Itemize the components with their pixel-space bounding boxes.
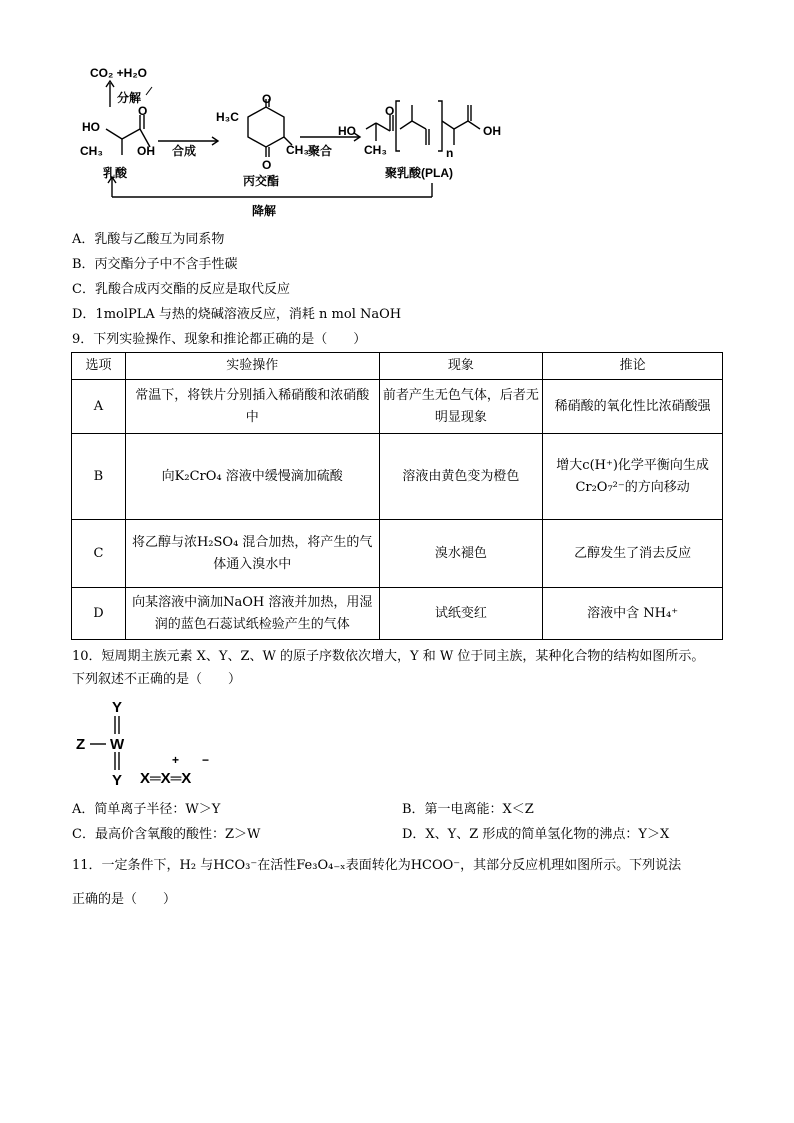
- q10-option-b: B．第一电离能：X＜Z: [402, 802, 534, 817]
- row-a-operation: 常温下，将铁片分别插入稀硝酸和浓硝酸中: [125, 380, 379, 434]
- lactide-label: 丙交酯: [243, 174, 280, 188]
- q8-option-b: B．丙交酯分子中不含手性碳: [72, 257, 238, 272]
- reaction-diagram: [70, 55, 530, 225]
- lactide-o-bottom-label: O: [262, 158, 272, 172]
- lactic-ho-label: HO: [82, 120, 100, 134]
- row-d-inference: 溶液中含 NH₄⁺: [543, 588, 723, 640]
- q10-option-d: D．X、Y、Z 形成的简单氢化物的沸点：Y＞X: [402, 827, 670, 842]
- degrade-label: 降解: [252, 204, 277, 218]
- row-d-phenomenon: 试纸变红: [379, 588, 543, 640]
- row-d-operation: 向某溶液中滴加NaOH 溶液并加热，用湿润的蓝色石蕊试纸检验产生的气体: [125, 588, 379, 640]
- pla-label: 聚乳酸(PLA): [385, 166, 453, 180]
- experiment-table: [71, 352, 723, 640]
- q8-option-c: C．乳酸合成丙交酯的反应是取代反应: [72, 282, 290, 297]
- row-b-operation: 向K₂CrO₄ 溶液中缓慢滴加硫酸: [125, 434, 379, 520]
- row-c-operation: 将乙醇与浓H₂SO₄ 混合加热，将产生的气体通入溴水中: [125, 520, 379, 588]
- q10-stem-line1: 10．短周期主族元素 X、Y、Z、W 的原子序数依次增大，Y 和 W 位于同主族，某种化合物的结构如图所示。: [72, 649, 705, 664]
- lactide-ch3-label: CH₃: [286, 143, 309, 157]
- table-row: [72, 434, 723, 520]
- table-row: [72, 380, 723, 434]
- row-c-option: C: [72, 520, 126, 588]
- row-b-inference: 增大c(H⁺)化学平衡向生成Cr₂O₇²⁻的方向移动: [543, 434, 723, 520]
- q8-option-a: A．乳酸与乙酸互为同系物: [72, 232, 225, 247]
- row-d-option: D: [72, 588, 126, 640]
- table-row: [72, 520, 723, 588]
- struct-plus: +: [172, 753, 180, 767]
- table-row: [72, 588, 723, 640]
- struct-y-top: Y: [112, 699, 123, 716]
- co2-h2o-label: CO₂ +H₂O: [90, 66, 148, 80]
- pla-ho-label: HO: [338, 124, 356, 138]
- decompose-label: 分解: [117, 91, 142, 105]
- row-a-phenomenon: 前者产生无色气体，后者无明显现象: [379, 380, 543, 434]
- pla-oh-label: OH: [483, 124, 501, 138]
- row-c-phenomenon: 溴水褪色: [379, 520, 543, 588]
- header-inference: 推论: [543, 353, 723, 380]
- q8-option-d: D．1molPLA 与热的烧碱溶液反应，消耗 n mol NaOH: [72, 307, 402, 322]
- lactic-o-label: O: [138, 104, 148, 118]
- q11-stem-line2: 正确的是（ ）: [72, 892, 177, 907]
- struct-minus: −: [202, 753, 210, 767]
- row-b-phenomenon: 溶液由黄色变为橙色: [379, 434, 543, 520]
- struct-w: W: [110, 736, 125, 753]
- q10-stem-line2: 下列叙述不正确的是（ ）: [72, 672, 242, 687]
- q10-option-c: C．最高价含氧酸的酸性：Z＞W: [72, 827, 261, 842]
- lactic-oh-label: OH: [137, 144, 155, 158]
- header-operation: 实验操作: [125, 353, 379, 380]
- struct-azide: X═X═X: [140, 770, 192, 787]
- table-header-row: [72, 353, 723, 380]
- polymerize-label: 聚合: [308, 144, 333, 158]
- synthesis-label: 合成: [172, 144, 197, 158]
- pla-n-label: n: [446, 146, 454, 160]
- row-a-option: A: [72, 380, 126, 434]
- row-b-option: B: [72, 434, 126, 520]
- lactide-o-top-label: O: [262, 92, 272, 106]
- lactide-h3c-label: H₃C: [216, 110, 239, 124]
- q9-stem: 9．下列实验操作、现象和推论都正确的是（ ）: [72, 332, 367, 347]
- struct-z: Z: [76, 736, 86, 753]
- row-c-inference: 乙醇发生了消去反应: [543, 520, 723, 588]
- q11-stem-line1: 11．一定条件下，H₂ 与HCO₃⁻在活性Fe₃O₄₋ₓ表面转化为HCOO⁻，其部分反应机理如图所示。下列说法: [72, 858, 682, 873]
- lactic-ch3-label: CH₃: [80, 144, 103, 158]
- row-a-inference: 稀硝酸的氧化性比浓硝酸强: [543, 380, 723, 434]
- pla-o-label: O: [385, 104, 395, 118]
- header-option: 选项: [72, 353, 126, 380]
- lactic-acid-label: 乳酸: [103, 166, 128, 180]
- header-phenomenon: 现象: [379, 353, 543, 380]
- q10-option-a: A．简单离子半径：W＞Y: [72, 802, 221, 817]
- pla-ch3-label: CH₃: [364, 143, 387, 157]
- struct-y-bottom: Y: [112, 772, 123, 789]
